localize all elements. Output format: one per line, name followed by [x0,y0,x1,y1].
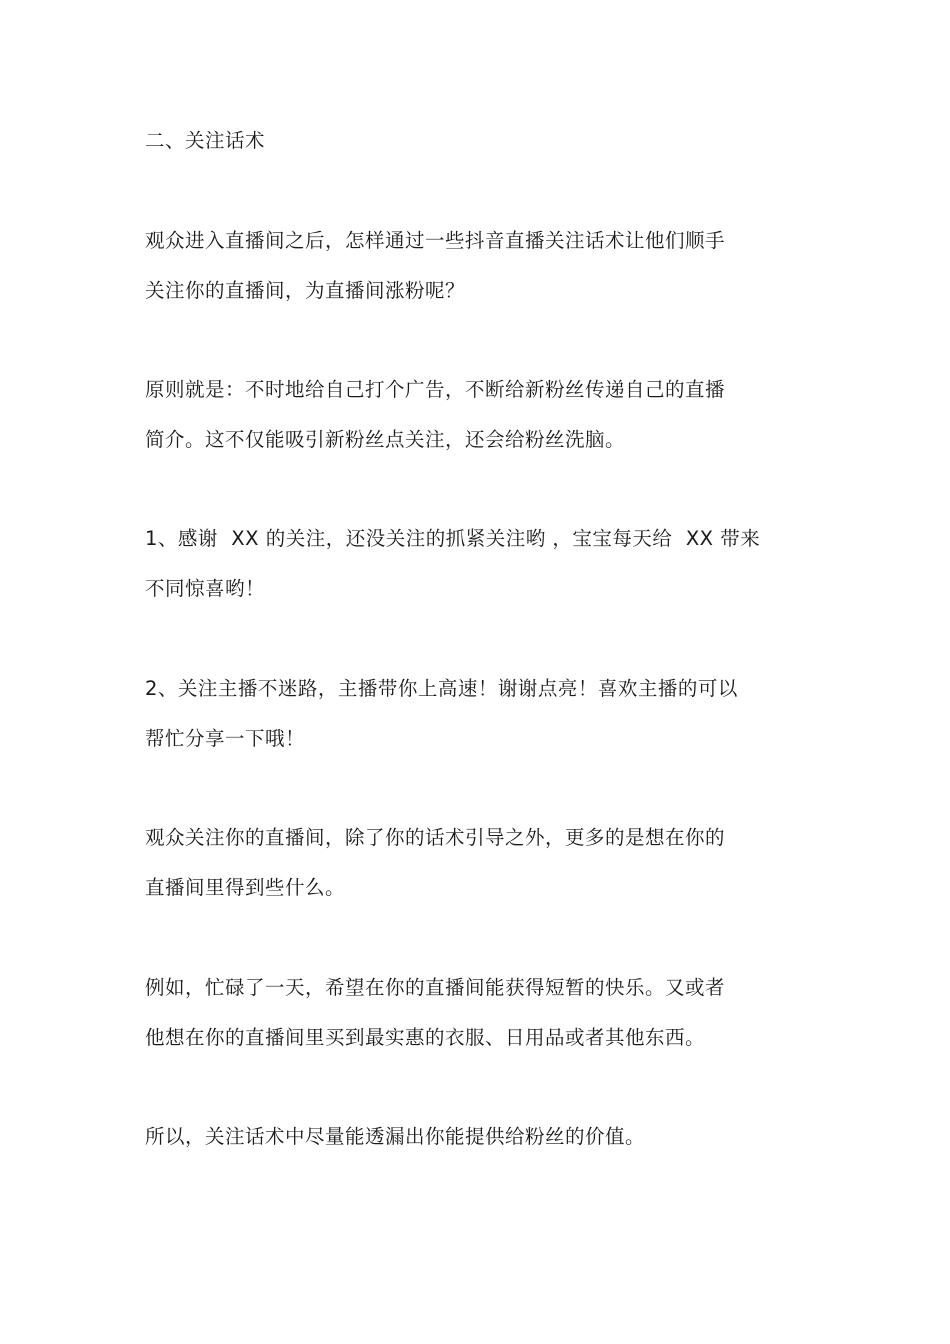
paragraph-line: 1、感谢 XX 的关注，还没关注的抓紧关注哟 ，宝宝每天给 XX 带来 [145,527,761,550]
paragraph-line: 所以，关注话术中尽量能透漏出你能提供给粉丝的价值。 [145,1125,646,1148]
paragraph-conclusion [145,1112,815,1162]
paragraph-script-1 [145,514,815,614]
paragraph-intro [145,216,815,316]
paragraph-script-2 [145,664,815,764]
paragraph-line: 例如，忙碌了一天，希望在你的直播间能获得短暂的快乐。又或者 [145,976,726,999]
section-heading [145,116,815,166]
paragraph-line: 简介。这不仅能吸引新粉丝点关注，还会给粉丝洗脑。 [145,428,626,451]
paragraph-line: 不同惊喜哟！ [145,577,266,600]
paragraph-line: 观众关注你的直播间，除了你的话术引导之外，更多的是想在你的 [145,826,726,849]
paragraph-line: 关注你的直播间，为直播间涨粉呢？ [145,279,466,302]
heading-text: 二、关注话术 [145,129,266,152]
paragraph-principle [145,365,815,465]
paragraph-line: 观众进入直播间之后，怎样通过一些抖音直播关注话术让他们顺手 [145,229,726,252]
paragraph-audience [145,813,815,913]
paragraph-line: 直播间里得到些什么。 [145,876,346,899]
paragraph-line: 2、关注主播不迷路，主播带你上高速！谢谢点亮！喜欢主播的可以 [145,677,738,700]
paragraph-line: 帮忙分享一下哦！ [145,727,306,750]
paragraph-line: 原则就是：不时地给自己打个广告，不断给新粉丝传递自己的直播 [145,378,726,401]
paragraph-example [145,963,815,1063]
paragraph-line: 他想在你的直播间里买到最实惠的衣服、日用品或者其他东西。 [145,1026,706,1049]
